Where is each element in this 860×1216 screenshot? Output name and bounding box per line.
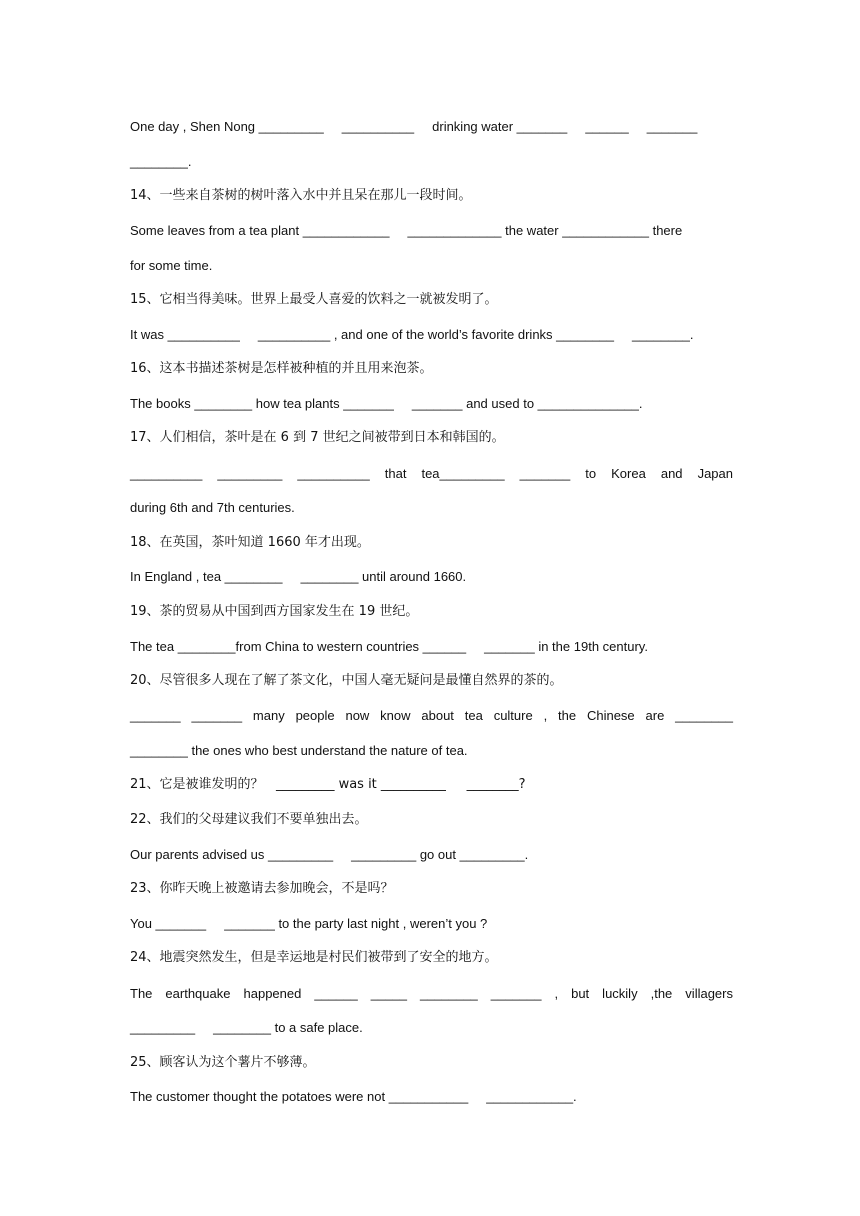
q19-english-line: The tea ________from China to western countries ______ _______ in the 19th century. bbox=[130, 639, 648, 654]
q14-chinese-prompt: 14、一些来自茶树的树叶落入水中并且呆在那儿一段时间。 bbox=[130, 188, 472, 203]
q16-chinese-prompt: 16、这本书描述茶树是怎样被种植的并且用来泡茶。 bbox=[130, 361, 433, 376]
q20-english-line: _______ _______ many people now know about tea culture , the Chinese are ________ bbox=[130, 708, 733, 723]
q23-english-line: You _______ _______ to the party last night , weren’t you ? bbox=[130, 916, 488, 931]
q23-chinese-prompt: 23、你昨天晚上被邀请去参加晚会，不是吗？ bbox=[130, 881, 394, 896]
q25-english-line: The customer thought the potatoes were not ___________ ____________. bbox=[130, 1089, 577, 1104]
q15-english-line: It was __________ __________ , and one of the world’s favorite drinks ________ ________. bbox=[130, 327, 694, 342]
q17-english-line-cont: during 6th and 7th centuries. bbox=[130, 500, 295, 515]
q14-english-line: Some leaves from a tea plant ____________ _____________ the water ____________ there bbox=[130, 223, 683, 238]
q20-chinese-prompt: 20、尽管很多人现在了解了茶文化，中国人毫无疑问是最懂自然界的茶的。 bbox=[130, 673, 563, 688]
q24-chinese-prompt: 24、地震突然发生，但是幸运地是村民们被带到了安全的地方。 bbox=[130, 950, 498, 965]
q22-english-line: Our parents advised us _________ _________ go out _________. bbox=[130, 847, 529, 862]
q24-english-line: The earthquake happened ______ _____ ________ _______ , but luckily ,the villagers bbox=[130, 986, 733, 1001]
q22-chinese-prompt: 22、我们的父母建议我们不要单独出去。 bbox=[130, 812, 368, 827]
q18-chinese-prompt: 18、在英国，茶叶知道 1660 年才出现。 bbox=[130, 535, 370, 550]
q13-english-line: One day , Shen Nong _________ __________ drinking water _______ ______ _______ bbox=[130, 119, 698, 134]
q19-chinese-prompt: 19、茶的贸易从中国到西方国家发生在 19 世纪。 bbox=[130, 604, 419, 619]
q16-english-line: The books ________ how tea plants _______ _______ and used to ______________. bbox=[130, 396, 643, 411]
q21-line: 21、它是被谁发明的？ _________ was it __________ ________? bbox=[130, 777, 526, 792]
q17-chinese-prompt: 17、人们相信，茶叶是在 6 到 7 世纪之间被带到日本和韩国的。 bbox=[130, 430, 505, 445]
q13-english-line-cont: ________. bbox=[130, 154, 192, 169]
q18-english-line: In England , tea ________ ________ until around 1660. bbox=[130, 569, 467, 584]
q17-english-line: __________ _________ __________ that tea_________ _______ to Korea and Japan bbox=[130, 466, 733, 481]
q15-chinese-prompt: 15、它相当得美味。世界上最受人喜爱的饮料之一就被发明了。 bbox=[130, 292, 498, 307]
q25-chinese-prompt: 25、顾客认为这个薯片不够薄。 bbox=[130, 1055, 316, 1070]
q20-english-line-cont: ________ the ones who best understand the nature of tea. bbox=[130, 743, 468, 758]
q14-english-line-cont: for some time. bbox=[130, 258, 213, 273]
q24-english-line-cont: _________ ________ to a safe place. bbox=[130, 1020, 363, 1035]
